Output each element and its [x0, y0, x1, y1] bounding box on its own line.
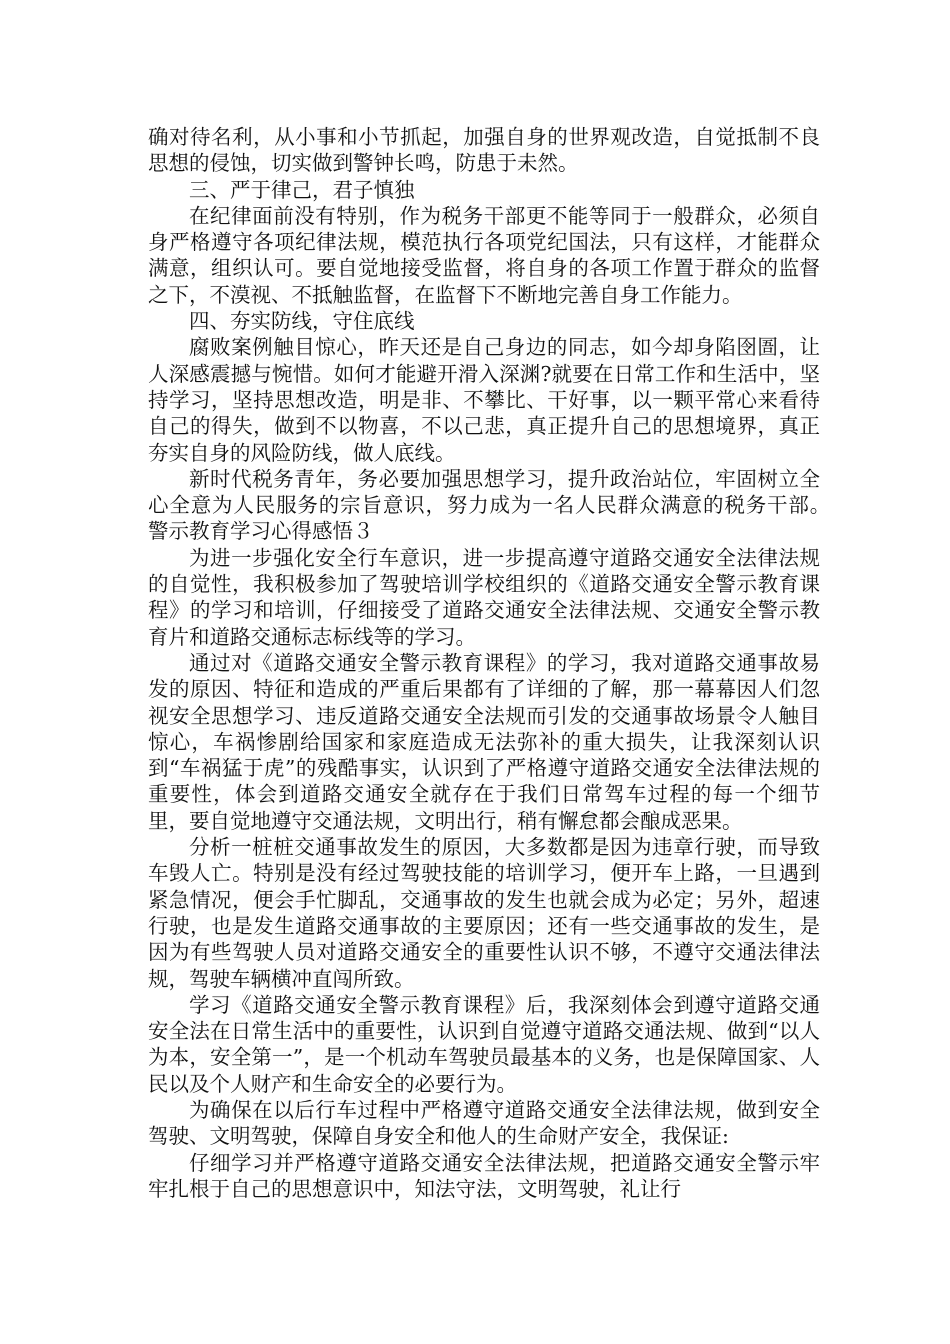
- document-body: [148, 124, 882, 1202]
- paragraph: 腐败案例触目惊心，昨天还是自己身边的同志，如今却身陷囹圄，让人深感震撼与惋惜。如何才能避开滑入深渊?就要在日常工作和生活中，坚持学习，坚持思想改造，明是非、不攀比、干好事，以一颗平常心来看待自己的得失，做到不以物喜，不以己悲，真正提升自己的思想境界，真正夯实自身的风险防线，做人底线。: [148, 335, 820, 465]
- paragraph: 通过对《道路交通安全警示教育课程》的学习，我对道路交通事故易发的原因、特征和造成的严重后果都有了详细的了解，那一幕幕因人们忽视安全思想学习、违反道路交通安全法规而引发的交通事故场景令人触目惊心，车祸惨剧给国家和家庭造成无法弥补的重大损失，让我深刻认识到“车祸猛于虎”的残酷事实，认识到了严格遵守道路交通安全法律法规的重要性，体会到道路交通安全就存在于我们日常驾车过程的每一个细节里，要自觉地遵守交通法规，文明出行，稍有懈怠都会酿成恶果。: [148, 650, 820, 833]
- paragraph: 分析一桩桩交通事故发生的原因，大多数都是因为违章行驶，而导致车毁人亡。特别是没有经过驾驶技能的培训学习，便开车上路，一旦遇到紧急情况，便会手忙脚乱，交通事故的发生也就会成为必定；另外，超速行驶，也是发生道路交通事故的主要原因；还有一些交通事故的发生，是因为有些驾驶人员对道路交通安全的重要性认识不够，不遵守交通法律法规，驾驶车辆横冲直闯所致。: [148, 835, 820, 991]
- paragraph: 新时代税务青年，务必要加强思想学习，提升政治站位，牢固树立全心全意为人民服务的宗旨意识，努力成为一名人民群众满意的税务干部。 警示教育学习心得感悟３: [148, 466, 882, 544]
- paragraph-continuation: 确对待名利，从小事和小节抓起，加强自身的世界观改造，自觉抵制不良思想的侵蚀，切实做到警钟长鸣，防患于未然。: [148, 125, 820, 176]
- paragraph: 在纪律面前没有特别，作为税务干部更不能等同于一般群众，必须自身严格遵守各项纪律法规，模范执行各项党纪国法，只有这样，才能群众满意，组织认可。要自觉地接受监督，将自身的各项工作置于群众的监督之下，不漠视、不抵触监督，在监督下不断地完善自身工作能力。: [148, 203, 820, 307]
- section-heading-3: 三、严于律己，君子慎独: [189, 177, 415, 202]
- paragraph: 仔细学习并严格遵守道路交通安全法律法规，把道路交通安全警示牢牢扎根于自己的思想意识中，知法守法，文明驾驶，礼让行: [148, 1150, 820, 1201]
- paragraph: 为确保在以后行车过程中严格遵守道路交通安全法律法规，做到安全驾驶、文明驾驶，保障自身安全和他人的生命财产安全，我保证:: [148, 1097, 820, 1149]
- paragraph: 为进一步强化安全行车意识，进一步提高遵守道路交通安全法律法规的自觉性，我积极参加了驾驶培训学校组织的《道路交通安全警示教育课程》的学习和培训，仔细接受了道路交通安全法律法规、交通安全警示教育片和道路交通标志标线等的学习。: [148, 545, 820, 649]
- section-heading-4: 四、夯实防线，守住底线: [189, 309, 415, 334]
- paragraph: 学习《道路交通安全警示教育课程》后，我深刻体会到遵守道路交通安全法在日常生活中的重要性，认识到自觉遵守道路交通法规、做到“以人为本，安全第一”，是一个机动车驾驶员最基本的义务，也是保障国家、人民以及个人财产和生命安全的必要行为。: [148, 992, 820, 1096]
